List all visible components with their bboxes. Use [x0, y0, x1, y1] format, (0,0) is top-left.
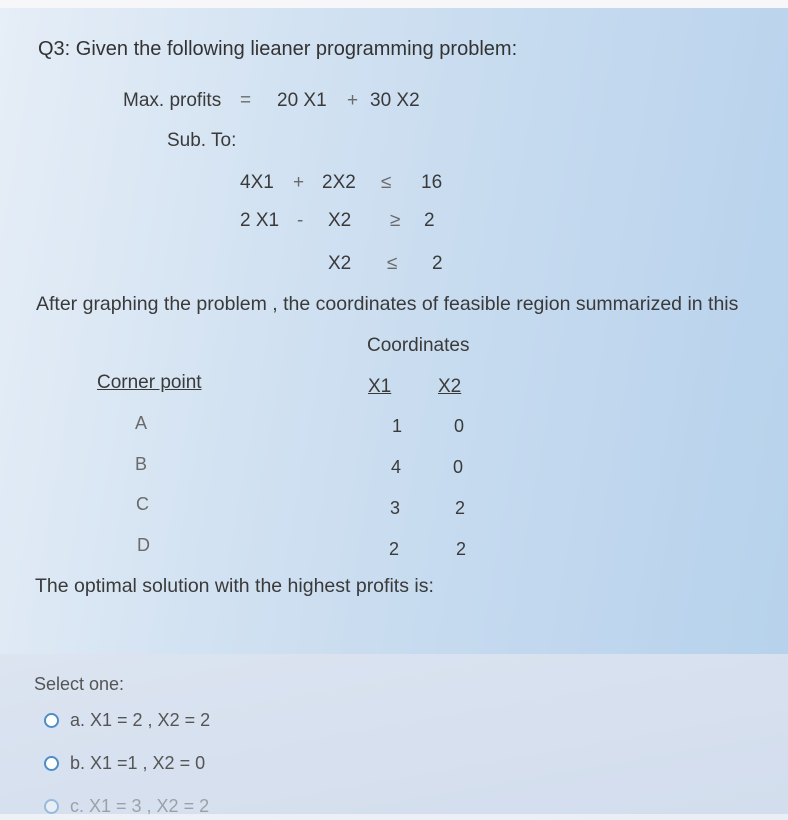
table-row-c-x1: 3	[390, 498, 401, 518]
radio-a[interactable]	[44, 713, 59, 728]
after-graphing-text: After graphing the problem , the coordinates of feasible region summarized in this	[36, 293, 739, 315]
optimal-prompt: The optimal solution with the highest profits is:	[35, 575, 434, 597]
table-row-c-x2: 2	[455, 498, 466, 518]
table-row-c-point: C	[136, 494, 149, 514]
objective-equals: =	[240, 90, 252, 111]
constraint-2-term-b: X2	[328, 210, 352, 231]
table-row-a-x1: 1	[392, 416, 403, 436]
constraint-1-op: +	[293, 172, 305, 193]
objective-label: Max. profits	[123, 90, 222, 111]
question-text-box	[0, 8, 788, 654]
constraint-1-term-a: 4X1	[240, 172, 274, 193]
constraint-2-relation: ≥	[390, 210, 401, 231]
answer-option-b[interactable]	[44, 753, 244, 777]
objective-plus: +	[347, 90, 359, 111]
radio-c[interactable]	[44, 799, 59, 814]
x2-header: X2	[438, 376, 462, 397]
constraint-2-term-a: 2 X1	[240, 210, 280, 231]
table-row-b-point: B	[135, 454, 148, 474]
subject-to-label: Sub. To:	[167, 130, 237, 151]
objective-term-1: 20 X1	[277, 90, 327, 111]
answer-option-b-label: b. X1 =1 , X2 = 0	[70, 753, 206, 773]
table-row-a-x2: 0	[454, 416, 465, 436]
answer-option-c[interactable]	[44, 796, 264, 820]
answer-option-a[interactable]	[44, 710, 244, 734]
constraint-1-rhs: 16	[421, 172, 443, 193]
constraint-3-term-b: X2	[328, 253, 352, 274]
table-row-a-point: A	[135, 413, 148, 433]
constraint-1-term-b: 2X2	[322, 172, 356, 193]
table-row-d-x2: 2	[456, 539, 467, 559]
corner-point-header: Corner point	[97, 372, 202, 393]
select-one-label: Select one:	[34, 674, 125, 694]
table-row-d-point: D	[137, 535, 150, 555]
constraint-2-rhs: 2	[424, 210, 435, 231]
table-row-b-x2: 0	[453, 457, 464, 477]
top-strip	[0, 0, 788, 8]
radio-b[interactable]	[44, 756, 59, 771]
table-row-b-x1: 4	[391, 457, 402, 477]
question-title: Q3: Given the following lieaner programming problem:	[38, 38, 518, 60]
objective-term-2: 30 X2	[370, 90, 420, 111]
coordinates-header: Coordinates	[367, 335, 470, 356]
constraint-3-rhs: 2	[432, 253, 443, 274]
table-row-d-x1: 2	[389, 539, 400, 559]
answer-option-c-label: c. X1 = 3 , X2 = 2	[70, 796, 210, 816]
constraint-3-relation: ≤	[387, 253, 398, 274]
constraint-2-op: -	[297, 210, 304, 231]
answer-option-a-label: a. X1 = 2 , X2 = 2	[70, 710, 211, 730]
constraint-1-relation: ≤	[381, 172, 392, 193]
x1-header: X1	[368, 376, 392, 397]
